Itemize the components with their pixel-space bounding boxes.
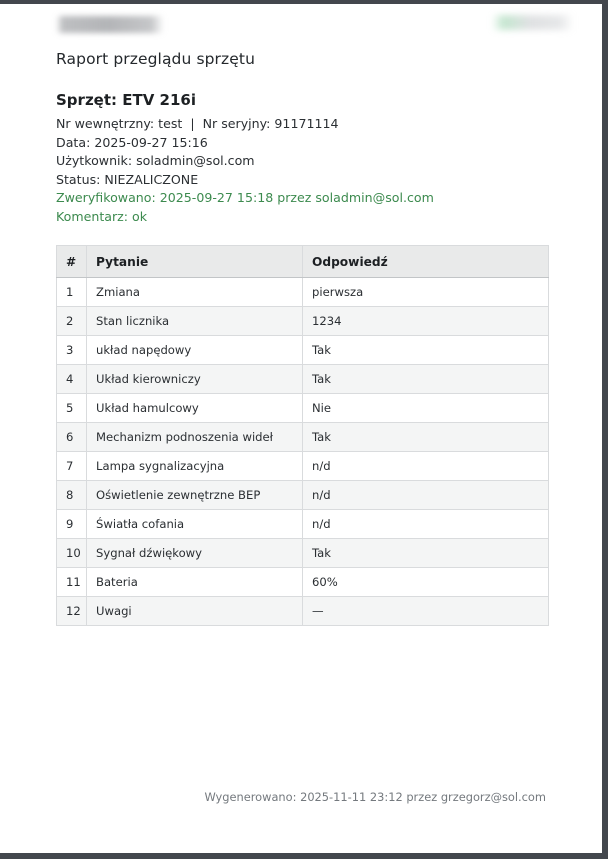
- cell-number: 8: [57, 481, 87, 510]
- document-footer: Wygenerowano: 2025-11-11 23:12 przez grzegorz@sol.com: [204, 790, 546, 804]
- cell-question: Światła cofania: [87, 510, 303, 539]
- cell-number: 12: [57, 597, 87, 626]
- table-row: [57, 452, 549, 481]
- verification-comment: Komentarz: ok: [56, 208, 148, 224]
- cell-number: 6: [57, 423, 87, 452]
- table-row: [57, 307, 549, 336]
- cell-question: Oświetlenie zewnętrzne BEP: [87, 481, 303, 510]
- viewer-right-bar: [602, 4, 608, 853]
- inspection-table-body: [57, 278, 549, 626]
- cell-answer: pierwsza: [303, 278, 549, 307]
- table-row: [57, 597, 549, 626]
- page-title: Raport przeglądu sprzętu: [56, 50, 256, 68]
- cell-answer: 60%: [303, 568, 549, 597]
- table-row: [57, 278, 549, 307]
- cell-question: Uwagi: [87, 597, 303, 626]
- cell-number: 4: [57, 365, 87, 394]
- cell-answer: —: [303, 597, 549, 626]
- table-row: [57, 365, 549, 394]
- cell-answer: 1234: [303, 307, 549, 336]
- cell-question: Sygnał dźwiękowy: [87, 539, 303, 568]
- table-row: [57, 394, 549, 423]
- cell-question: Stan licznika: [87, 307, 303, 336]
- internal-and-serial-number: Nr wewnętrzny: test | Nr seryjny: 91171114: [56, 116, 339, 131]
- table-row: [57, 336, 549, 365]
- table-row: [57, 423, 549, 452]
- status-badge: Status: NIEZALICZONE: [56, 171, 199, 187]
- table-row: [57, 481, 549, 510]
- equipment-title: Sprzęt: ETV 216i: [56, 91, 196, 109]
- cell-number: 3: [57, 336, 87, 365]
- cell-number: 1: [57, 278, 87, 307]
- cell-number: 5: [57, 394, 87, 423]
- cell-question: Zmiana: [87, 278, 303, 307]
- verification-line: Zweryfikowano: 2025-09-27 15:18 przez soladmin@sol.com: [56, 190, 434, 205]
- table-row: [57, 568, 549, 597]
- document-content: [0, 50, 602, 626]
- viewer-bottom-bar: [0, 853, 608, 859]
- cell-answer: Tak: [303, 539, 549, 568]
- cell-number: 11: [57, 568, 87, 597]
- inspection-table-wrapper: [56, 245, 546, 626]
- table-row: [57, 510, 549, 539]
- cell-answer: Tak: [303, 423, 549, 452]
- document-page: [0, 4, 602, 853]
- cell-answer: Nie: [303, 394, 549, 423]
- brand-mark-icon: [492, 15, 574, 30]
- inspection-user: Użytkownik: soladmin@sol.com: [56, 153, 255, 168]
- cell-number: 2: [57, 307, 87, 336]
- table-row: [57, 539, 549, 568]
- inspection-date: Data: 2025-09-27 15:16: [56, 134, 208, 150]
- cell-question: Układ kierowniczy: [87, 365, 303, 394]
- column-header-number: #: [57, 246, 87, 278]
- cell-number: 7: [57, 452, 87, 481]
- cell-question: Bateria: [87, 568, 303, 597]
- cell-question: Układ hamulcowy: [87, 394, 303, 423]
- cell-number: 9: [57, 510, 87, 539]
- cell-answer: n/d: [303, 481, 549, 510]
- cell-answer: n/d: [303, 510, 549, 539]
- cell-answer: Tak: [303, 336, 549, 365]
- cell-number: 10: [57, 539, 87, 568]
- company-logo-icon: [56, 16, 164, 33]
- cell-answer: n/d: [303, 452, 549, 481]
- cell-question: układ napędowy: [87, 336, 303, 365]
- cell-answer: Tak: [303, 365, 549, 394]
- column-header-answer: Odpowiedź: [303, 246, 549, 278]
- column-header-question: Pytanie: [87, 246, 303, 278]
- cell-question: Lampa sygnalizacyjna: [87, 452, 303, 481]
- cell-question: Mechanizm podnoszenia wideł: [87, 423, 303, 452]
- inspection-table: [56, 245, 549, 626]
- table-header-row: [57, 246, 549, 278]
- document-masthead: [0, 4, 602, 50]
